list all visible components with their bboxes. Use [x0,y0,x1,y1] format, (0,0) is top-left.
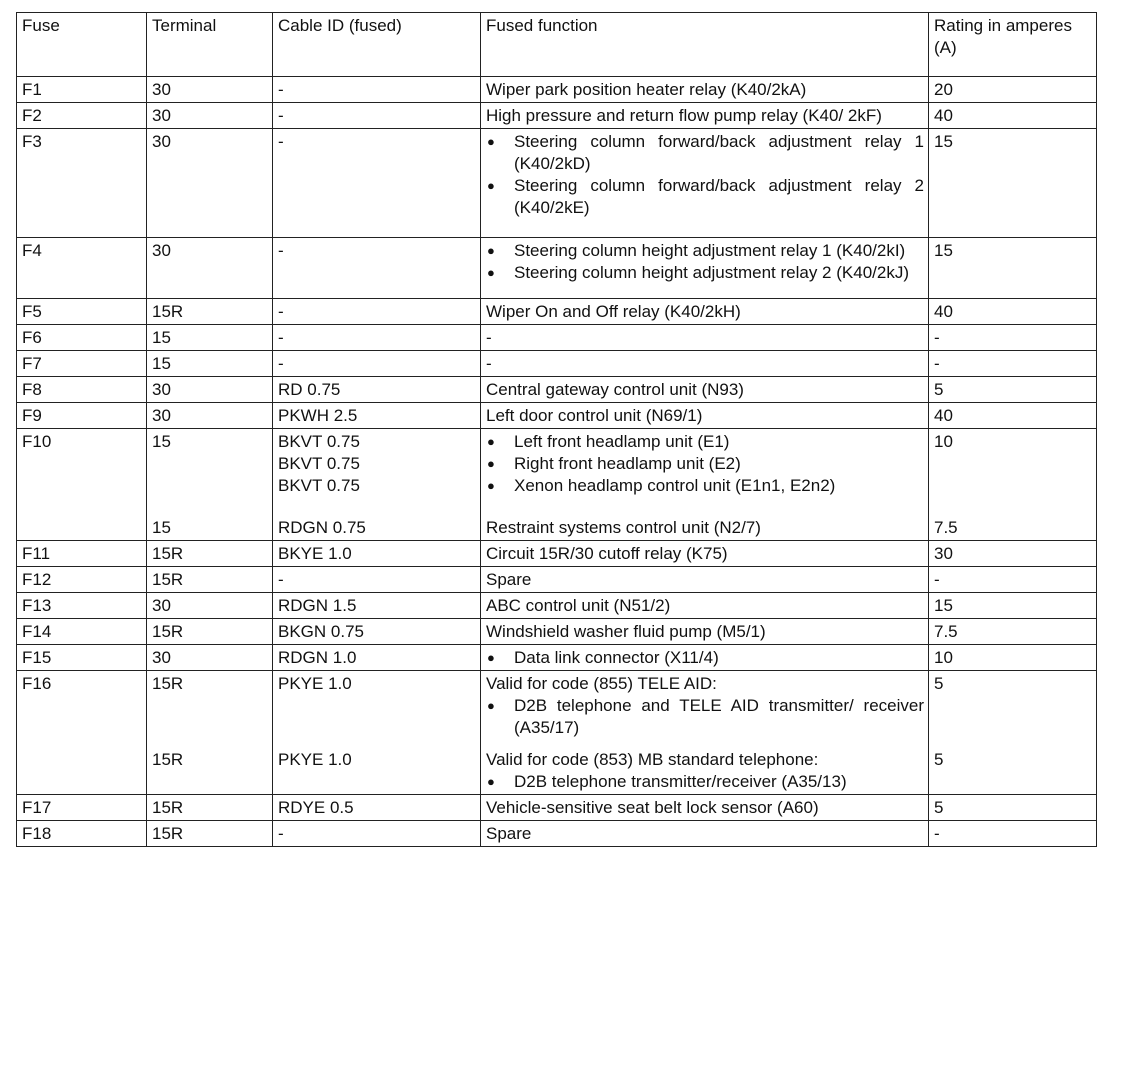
header-row [17,13,1097,77]
bullet-item: ● Data link connector (X11/4) [486,647,924,669]
rating-cell: 40 [929,103,1097,129]
function-cell [481,429,929,541]
rating-cell: 30 [929,541,1097,567]
function-cell: Left door control unit (N69/1) [481,403,929,429]
terminal-cell: 30 [147,77,273,103]
table-row [17,429,1097,541]
fuse-cell: F10 [17,429,147,541]
fuse-cell: F12 [17,567,147,593]
function-cell [481,645,929,671]
table-row [17,103,1097,129]
fuse-cell: F5 [17,299,147,325]
function-cell: Spare [481,567,929,593]
rating-cell: 5 [929,795,1097,821]
fuse-cell: F15 [17,645,147,671]
table-row [17,821,1097,847]
terminal-cell: 30 [147,238,273,299]
header-fuse: Fuse [17,13,147,77]
function-text: Restraint systems control unit (N2/7) [486,518,761,537]
cable-value: BKVT 0.75 [278,454,360,473]
bullet-item: ● D2B telephone transmitter/receiver (A35/13) [486,771,924,793]
table-row [17,645,1097,671]
terminal-cell: 30 [147,129,273,238]
terminal-value: 15R [152,750,184,769]
bullet-item: ● Right front headlamp unit (E2) [486,453,924,475]
bullet-list [486,647,924,669]
terminal-cell: 15R [147,567,273,593]
table-row [17,351,1097,377]
function-cell [481,671,929,795]
terminal-value: 15R [152,674,184,693]
rating-cell: 7.5 [929,619,1097,645]
table-row [17,325,1097,351]
fuse-table [16,12,1097,847]
table-row [17,238,1097,299]
header-rating: Rating in amperes (A) [929,13,1097,77]
rating-cell: - [929,325,1097,351]
terminal-cell: 15R [147,821,273,847]
rating-cell [929,429,1097,541]
rating-cell: 5 [929,377,1097,403]
rating-cell: - [929,351,1097,377]
header-fused-function: Fused function [481,13,929,77]
fuse-cell: F14 [17,619,147,645]
bullet-item: ● Left front headlamp unit (E1) [486,431,924,453]
fuse-cell: F4 [17,238,147,299]
terminal-cell: 30 [147,377,273,403]
cable-cell: - [273,103,481,129]
terminal-cell: 30 [147,103,273,129]
rating-cell: 40 [929,299,1097,325]
function-cell [481,238,929,299]
header-cable-id: Cable ID (fused) [273,13,481,77]
function-cell: Windshield washer fluid pump (M5/1) [481,619,929,645]
terminal-cell: 30 [147,645,273,671]
terminal-value: 15 [152,432,171,451]
rating-cell: 15 [929,593,1097,619]
terminal-cell [147,429,273,541]
function-cell: Vehicle-sensitive seat belt lock sensor (A60) [481,795,929,821]
terminal-value: 15 [152,518,171,537]
function-cell: Circuit 15R/30 cutoff relay (K75) [481,541,929,567]
rating-value: 7.5 [934,518,958,537]
function-cell: - [481,351,929,377]
rating-cell [929,671,1097,795]
terminal-cell: 15R [147,299,273,325]
cable-value: BKVT 0.75 [278,476,360,495]
function-intro: Valid for code (855) TELE AID: [486,674,717,693]
terminal-cell: 30 [147,403,273,429]
terminal-cell: 15 [147,351,273,377]
bullet-item: ● Steering column height adjustment relay 1 (K40/2kI) [486,240,924,262]
cable-cell: - [273,567,481,593]
bullet-item: ● Steering column forward/back adjustment relay 2 (K40/2kE) [486,175,924,219]
bullet-list [486,431,924,497]
terminal-cell [147,671,273,795]
cable-cell: BKYE 1.0 [273,541,481,567]
fuse-cell: F7 [17,351,147,377]
table-row [17,77,1097,103]
rating-value: 5 [934,674,944,693]
terminal-cell: 15R [147,619,273,645]
rating-value: 10 [934,432,953,451]
rating-cell: 10 [929,645,1097,671]
function-cell: Wiper park position heater relay (K40/2kA) [481,77,929,103]
table-row [17,795,1097,821]
fuse-cell: F3 [17,129,147,238]
fuse-cell: F13 [17,593,147,619]
table-row [17,541,1097,567]
cable-cell: RDGN 1.5 [273,593,481,619]
fuse-cell: F8 [17,377,147,403]
cable-value: RDGN 0.75 [278,518,366,537]
cable-cell: - [273,238,481,299]
cable-cell: RDYE 0.5 [273,795,481,821]
table-row [17,671,1097,795]
table-row [17,593,1097,619]
header-terminal: Terminal [147,13,273,77]
cable-cell: - [273,821,481,847]
bullet-item: ● Steering column forward/back adjustment relay 1 (K40/2kD) [486,131,924,175]
cable-cell: RD 0.75 [273,377,481,403]
function-intro: Valid for code (853) MB standard telephone: [486,750,819,769]
rating-cell: - [929,567,1097,593]
function-cell: Spare [481,821,929,847]
rating-cell: 15 [929,238,1097,299]
rating-cell: 40 [929,403,1097,429]
rating-cell: 15 [929,129,1097,238]
terminal-cell: 15R [147,541,273,567]
fuse-cell: F6 [17,325,147,351]
terminal-cell: 15R [147,795,273,821]
cable-cell: RDGN 1.0 [273,645,481,671]
cable-cell: BKGN 0.75 [273,619,481,645]
function-cell: ABC control unit (N51/2) [481,593,929,619]
bullet-list [486,771,924,793]
cable-cell: - [273,325,481,351]
rating-cell: 20 [929,77,1097,103]
bullet-item: ● Xenon headlamp control unit (E1n1, E2n2) [486,475,924,497]
cable-cell: - [273,351,481,377]
table-row [17,377,1097,403]
bullet-list [486,131,924,219]
cable-value: PKYE 1.0 [278,750,352,769]
fuse-cell: F18 [17,821,147,847]
fuse-cell: F2 [17,103,147,129]
cable-cell: - [273,77,481,103]
bullet-item: ● Steering column height adjustment relay 2 (K40/2kJ) [486,262,924,284]
cable-value: PKYE 1.0 [278,674,352,693]
cable-cell [273,429,481,541]
fuse-cell: F9 [17,403,147,429]
cable-value: BKVT 0.75 [278,432,360,451]
bullet-list [486,695,924,739]
function-cell: Central gateway control unit (N93) [481,377,929,403]
table-row [17,129,1097,238]
bullet-list [486,240,924,284]
terminal-cell: 30 [147,593,273,619]
table-row [17,403,1097,429]
function-cell [481,129,929,238]
cable-cell: - [273,299,481,325]
fuse-cell: F1 [17,77,147,103]
table-row [17,567,1097,593]
fuse-cell: F17 [17,795,147,821]
fuse-cell: F16 [17,671,147,795]
terminal-cell: 15 [147,325,273,351]
cable-cell: - [273,129,481,238]
cable-cell: PKWH 2.5 [273,403,481,429]
rating-cell: - [929,821,1097,847]
function-cell: Wiper On and Off relay (K40/2kH) [481,299,929,325]
table-row [17,299,1097,325]
rating-value: 5 [934,750,944,769]
function-cell: High pressure and return flow pump relay (K40/ 2kF) [481,103,929,129]
function-cell: - [481,325,929,351]
bullet-item: ● D2B telephone and TELE AID transmitter/ receiver (A35/17) [486,695,924,739]
table-row [17,619,1097,645]
cable-cell [273,671,481,795]
fuse-cell: F11 [17,541,147,567]
